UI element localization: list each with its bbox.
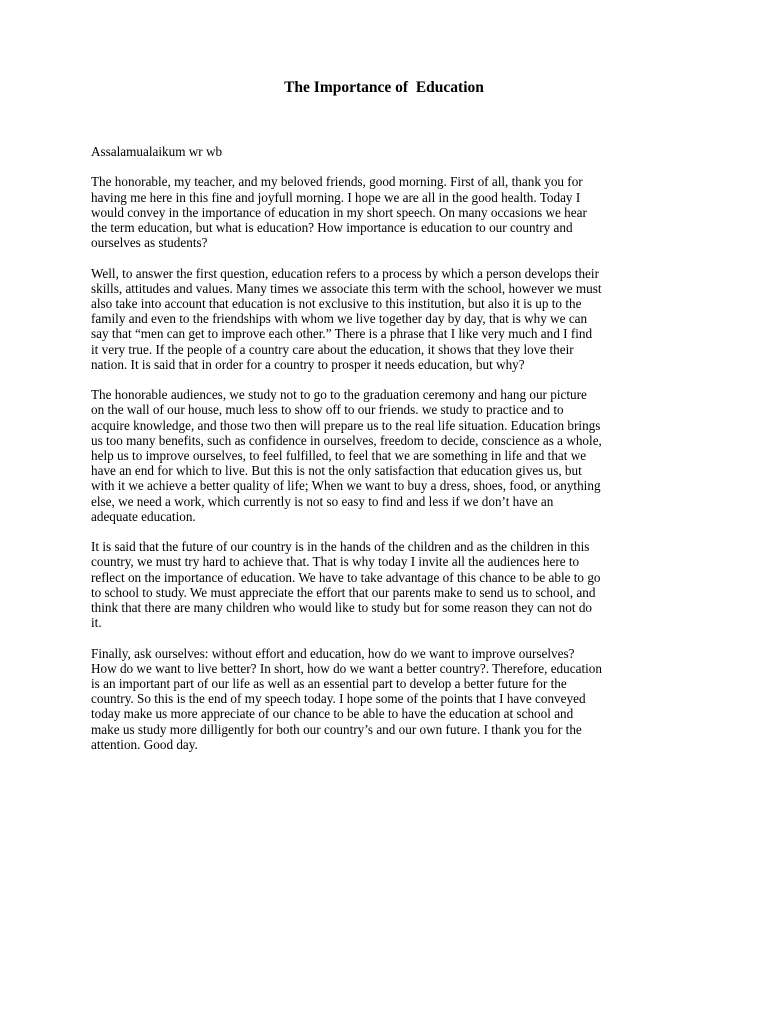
- text-line: reflect on the importance of education. We have to take advantage of this chance to be able to go: [91, 569, 601, 585]
- text-line: attention. Good day.: [91, 736, 198, 752]
- body-paragraph: [91, 266, 711, 372]
- text-line: today make us more appreciate of our chance to be able to have the education at school and: [91, 706, 574, 722]
- text-line: The honorable, my teacher, and my beloved friends, good morning. First of all, thank you for: [91, 174, 583, 190]
- text-line: also take into account that education is not exclusive to this institution, but also it is up to the: [91, 296, 582, 311]
- text-line: having me here in this fine and joyfull morning. I hope we are all in the good health. Today I: [91, 189, 581, 205]
- text-line: with it we achieve a better quality of life; When we want to buy a dress, shoes, food, or anything: [91, 478, 601, 494]
- text-line: have an end for which to live. But this is not the only satisfaction that education gives us, but: [91, 463, 582, 479]
- text-line: would convey in the importance of education in my short speech. On many occasions we hear: [91, 204, 587, 220]
- text-line: think that there are many children who would like to study but for some reason they can not do: [91, 600, 593, 616]
- text-line: it very true. If the people of a country care about the education, it shows that they love their: [91, 341, 574, 357]
- text-line: Well, to answer the first question, education refers to a process by which a person develops their: [91, 265, 599, 281]
- text-line: else, we need a work, which currently is not so easy to find and less if we don’t have an: [91, 493, 554, 509]
- text-line: country, we must try hard to achieve that. That is why today I invite all the audiences here to: [91, 554, 580, 570]
- text-line: It is said that the future of our country is in the hands of the children and as the children in this: [91, 539, 590, 555]
- text-line: it.: [91, 615, 102, 631]
- greeting-paragraph: [91, 144, 711, 159]
- text-line: to school to study. We must appreciate the effort that our parents make to send us to school, and: [91, 584, 596, 600]
- text-line: on the wall of our house, much less to show off to our friends. we study to practice and to: [91, 402, 564, 418]
- text-line: nation. It is said that in order for a country to prosper it needs education, but why?: [91, 356, 525, 372]
- text-line: us too many benefits, such as confidence in ourselves, freedom to decide, conscience as a whole,: [91, 432, 602, 448]
- body-paragraph: [91, 646, 711, 752]
- text-line: How do we want to live better? In short, how do we want a better country?. Therefore, education: [91, 660, 602, 676]
- text-line: Finally, ask ourselves: without effort and education, how do we want to improve ourselves?: [91, 645, 575, 661]
- text-line: country. So this is the end of my speech today. I hope some of the points that I have conveyed: [91, 691, 586, 707]
- text-line: say that “men can get to improve each other.” There is a phrase that I like very much and I find: [91, 326, 593, 342]
- text-line: ourselves as students?: [91, 235, 208, 251]
- text-line: acquire knowledge, and those two then will prepare us to the real life situation. Education brings: [91, 417, 601, 433]
- text-line: skills, attitudes and values. Many times we associate this term with the school, however we must: [91, 280, 602, 296]
- body-paragraph: [91, 387, 711, 524]
- text-line: family and even to the friendships with whom we live together day by day, that is why we can: [91, 311, 588, 327]
- body-paragraph: [91, 174, 711, 250]
- text-line: The honorable audiences, we study not to go to the graduation ceremony and hang our picture: [91, 387, 587, 403]
- text-line: help us to improve ourselves, to feel fulfilled, to feel that we are something in life and that we: [91, 448, 587, 464]
- text-line: the term education, but what is education? How importance is education to our country and: [91, 220, 573, 235]
- document-body: [91, 144, 711, 767]
- text-line: Assalamualaikum wr wb: [91, 144, 223, 159]
- body-paragraph: [91, 539, 711, 630]
- text-line: adequate education.: [91, 508, 196, 524]
- text-line: is an important part of our life as well as an essential part to develop a better future for the: [91, 676, 567, 692]
- document-title: The Importance of Education: [284, 79, 484, 96]
- text-line: make us study more dilligently for both our country’s and our own future. I thank you for the: [91, 721, 582, 737]
